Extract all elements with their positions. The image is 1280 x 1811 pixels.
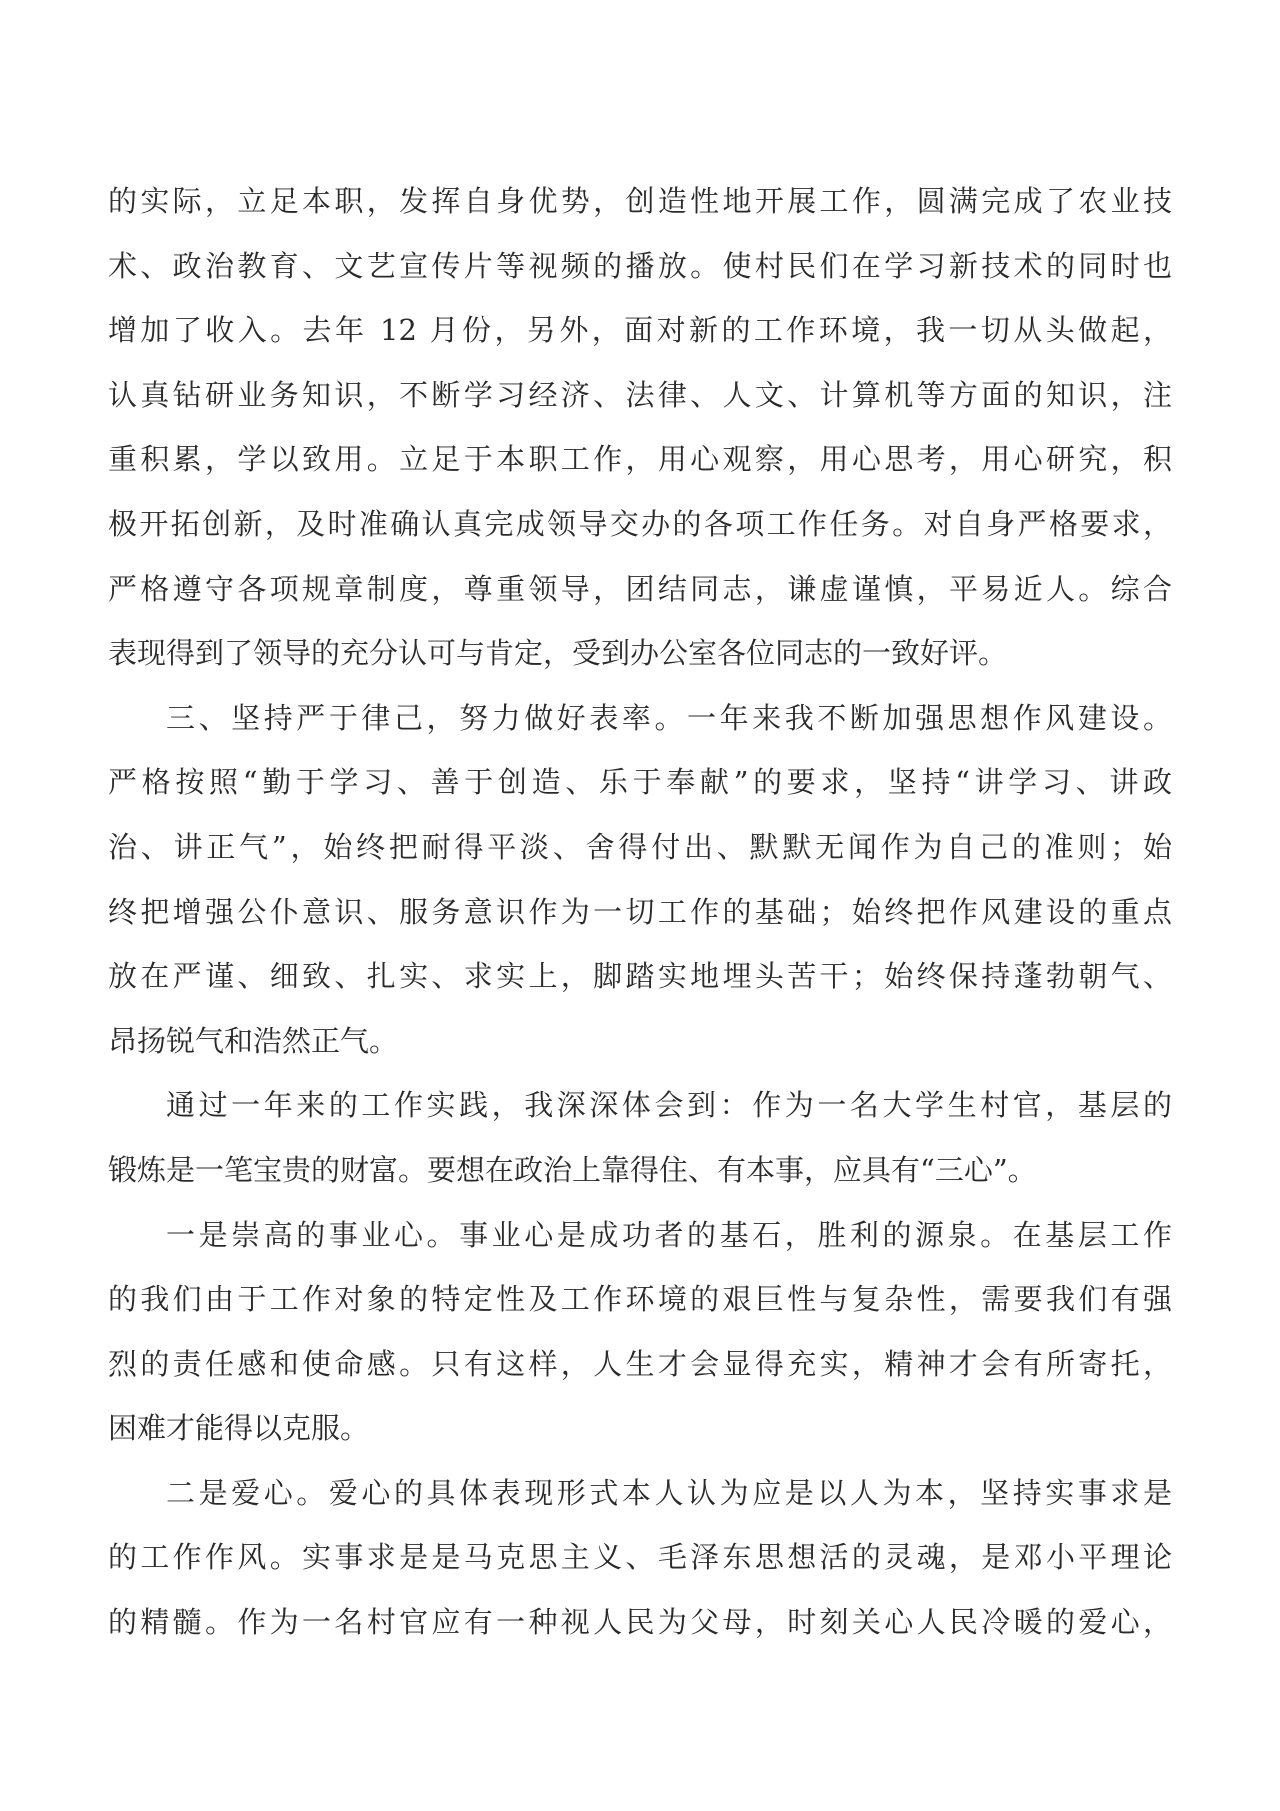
text-line: 锻炼是一笔宝贵的财富。要想在政治上靠得住、有本事，应具有“三心”。: [108, 1152, 1037, 1187]
text-line: 一是崇高的事业心。事业心是成功者的基石，胜利的源泉。在基层工作: [166, 1217, 1172, 1252]
text-line: 终把增强公仆意识、服务意识作为一切工作的基础；始终把作风建设的重点: [108, 894, 1172, 929]
text-line: 极开拓创新，及时准确认真完成领导交办的各项工作任务。对自身严格要求，: [108, 506, 1172, 541]
text-line: 增加了收入。去年 12 月份，另外，面对新的工作环境，我一切从头做起，: [108, 313, 1172, 348]
text-line: 表现得到了领导的充分认可与肯定，受到办公室各位同志的一致好评。: [108, 636, 1008, 671]
text-line: 烈的责任感和使命感。只有这样，人生才会显得充实，精神才会有所寄托，: [108, 1346, 1172, 1381]
text-line: 治、讲正气”，始终把耐得平淡、舍得付出、默默无闻作为自己的准则；始: [108, 829, 1172, 864]
text-line: 的工作作风。实事求是是马克思主义、毛泽东思想活的灵魂，是邓小平理论: [108, 1540, 1172, 1575]
text-line: 的我们由于工作对象的特定性及工作环境的艰巨性与复杂性，需要我们有强: [108, 1282, 1172, 1317]
text-line: 认真钻研业务知识，不断学习经济、法律、人文、计算机等方面的知识，注: [108, 377, 1172, 412]
text-line: 的实际，立足本职，发挥自身优势，创造性地开展工作，圆满完成了农业技: [108, 184, 1172, 218]
text-line: 昂扬锐气和浩然正气。: [108, 1023, 399, 1058]
text-line: 严格遵守各项规章制度，尊重领导，团结同志，谦虚谨慎，平易近人。综合: [108, 571, 1172, 606]
text-line: 二是爱心。爱心的具体表现形式本人认为应是以人为本，坚持实事求是: [166, 1475, 1172, 1510]
text-line: 的精髓。作为一名村官应有一种视人民为父母，时刻关心人民冷暖的爱心，: [108, 1605, 1172, 1640]
text-line: 术、政治教育、文艺宣传片等视频的播放。使村民们在学习新技术的同时也: [108, 248, 1172, 283]
text-line: 三、坚持严于律己，努力做好表率。一年来我不断加强思想作风建设。: [166, 700, 1172, 735]
text-line: 放在严谨、细致、扎实、求实上，脚踏实地埋头苦干；始终保持蓬勃朝气、: [108, 959, 1172, 994]
document-body: [108, 169, 1172, 1655]
text-line: 严格按照“勤于学习、善于创造、乐于奉献”的要求，坚持“讲学习、讲政: [108, 765, 1172, 800]
text-line: 困难才能得以克服。: [108, 1411, 370, 1446]
text-line: 重积累，学以致用。立足于本职工作，用心观察，用心思考，用心研究，积: [108, 442, 1172, 477]
text-line: 通过一年来的工作实践，我深深体会到：作为一名大学生村官，基层的: [166, 1088, 1172, 1123]
